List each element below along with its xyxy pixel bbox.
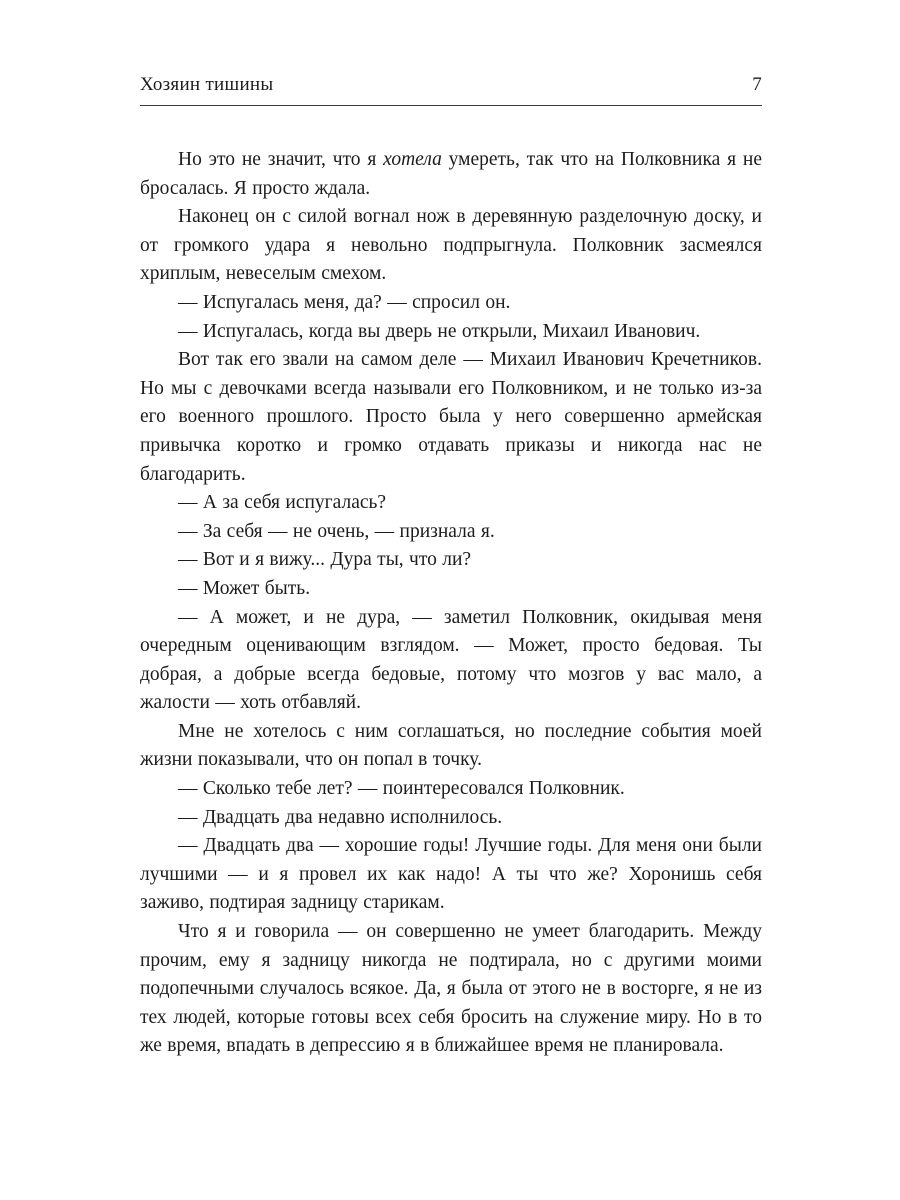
text-run: — Может быть.: [178, 577, 311, 599]
text-run: Вот так его звали на самом деле — Михаил Иванович Кречетников. Но мы с девочками всегда называли его Полковником, и не только из-за его военного прошлого. Просто была у него совершенно армейская привычка коротко и громко отдавать приказы и никогда нас не благодарить.: [140, 349, 762, 485]
text-run: — А может, и не дура, — заметил Полковник, окидывая меня очередным оценивающим взглядом. — Может, просто бедовая. Ты добрая, а добрые всегда бедовые, потому что мозгов у вас мало, а жалости — хоть отбавляй.: [140, 606, 762, 714]
italic-text-run: хотела: [383, 149, 442, 170]
text-run: — Сколько тебе лет? — поинтересовался Полковник.: [178, 778, 625, 800]
text-run: Наконец он с силой вогнал нож в деревянную разделочную доску, и от громкого удара я невольно подпрыгнула. Полковник засмеялся хриплым, невеселым смехом.: [140, 206, 762, 285]
paragraph: [140, 146, 762, 203]
paragraph: [140, 289, 762, 318]
page-number: 7: [752, 74, 762, 95]
text-run: умереть, так что на Полковника я не бросалась. Я просто ждала.: [140, 149, 762, 199]
text-run: — Двадцать два — хорошие годы! Лучшие годы. Для меня они были лучшими — и я провел их как надо! А ты что же? Хоронишь себя заживо, подтирая задницу старикам.: [140, 835, 762, 914]
text-run: — Испугалась меня, да? — спросил он.: [178, 291, 511, 313]
text-run: Но это не значит, что я: [178, 149, 384, 170]
text-run: Что я и говорила — он совершенно не умеет благодарить. Между прочим, ему я задницу никогда не подтирала, но с другими моими подопечными случалось всякое. Да, я была от этого не в восторге, я не из тех людей, которые готовы всех себя бросить на служение миру. Но в то же время, впадать в депрессию я в ближайшее время не планировала.: [140, 921, 762, 1057]
paragraph: [140, 575, 762, 604]
text-run: — За себя — не очень, — признала я.: [178, 520, 495, 542]
paragraph: [140, 546, 762, 575]
paragraph: [140, 489, 762, 518]
paragraph: [140, 804, 762, 833]
text-run: — Вот и я вижу... Дура ты, что ли?: [178, 549, 472, 571]
running-title: Хозяин тишины: [140, 74, 274, 95]
paragraph: [140, 346, 762, 489]
paragraph: [140, 918, 762, 1061]
paragraph: [140, 318, 762, 347]
text-run: Мне не хотелось с ним соглашаться, но последние события моей жизни показывали, что он попал в точку.: [140, 720, 762, 771]
text-run: — Испугалась, когда вы дверь не открыли, Михаил Иванович.: [178, 320, 701, 342]
paragraph: [140, 718, 762, 775]
paragraph: [140, 604, 762, 718]
page-body: [140, 146, 762, 1061]
running-header: [140, 74, 762, 106]
text-run: — Двадцать два недавно исполнилось.: [178, 806, 503, 828]
paragraph: [140, 775, 762, 804]
paragraph: [140, 518, 762, 547]
text-run: — А за себя испугалась?: [178, 492, 387, 514]
paragraph: [140, 832, 762, 918]
paragraph: [140, 203, 762, 289]
